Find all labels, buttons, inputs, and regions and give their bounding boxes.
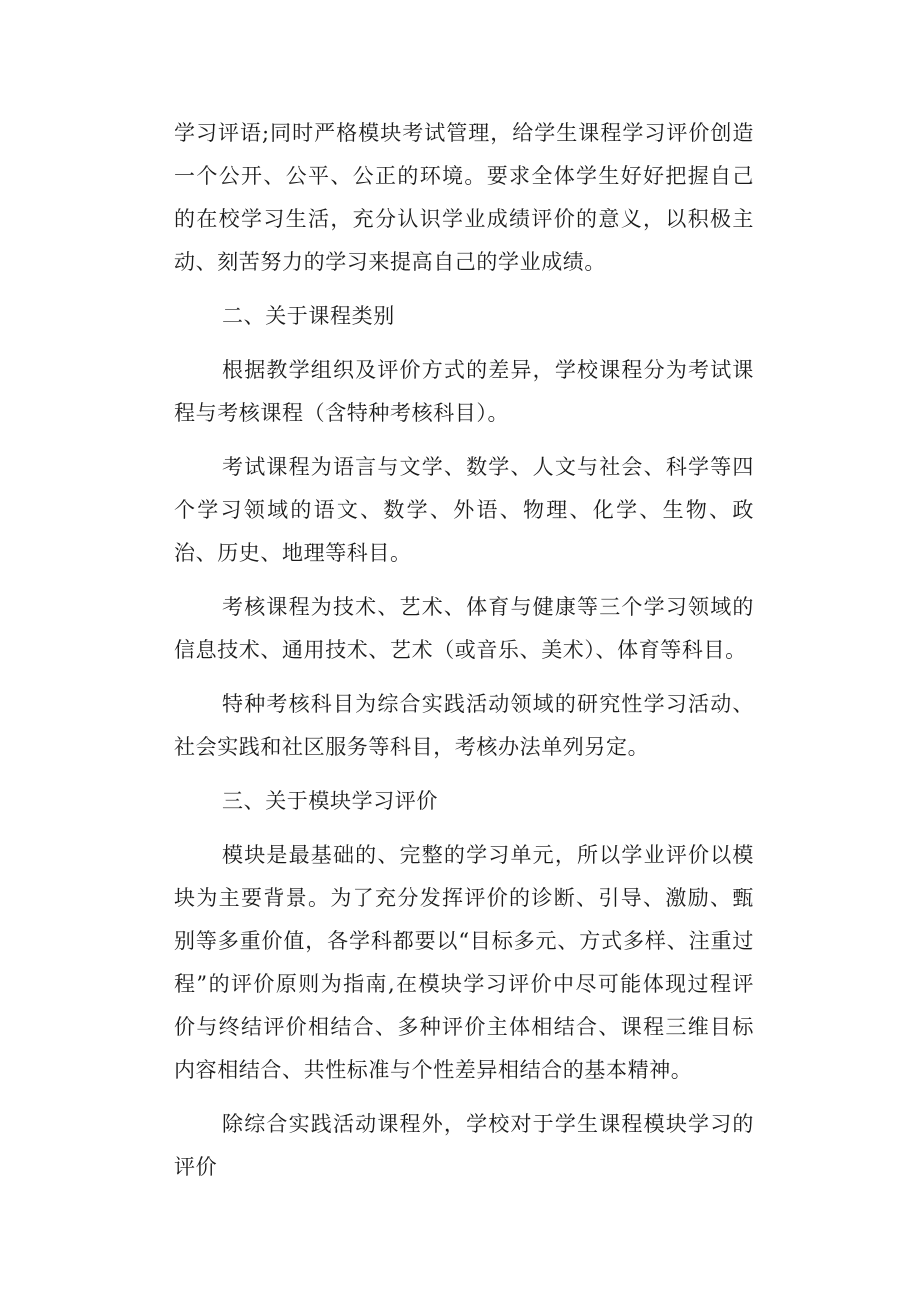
paragraph-assessment-courses: 考核课程为技术、艺术、体育与健康等三个学习领域的信息技术、通用技术、艺术（或音乐、美术）、体育等科目。 xyxy=(174,595,754,662)
paragraph-exam-courses: 考试课程为语言与文学、数学、人文与社会、科学等四个学习领域的语文、数学、外语、物理、化学、生物、政治、历史、地理等科目。 xyxy=(174,455,754,565)
paragraph-course-division: 根据教学组织及评价方式的差异，学校课程分为考试课程与考核课程（含特种考核科目）。 xyxy=(174,358,754,425)
paragraph-special-assessment: 特种考核科目为综合实践活动领域的研究性学习活动、社会实践和社区服务等科目，考核办法单列另定。 xyxy=(174,692,754,759)
section-heading-module-evaluation: 三、关于模块学习评价 xyxy=(222,789,438,813)
section-heading-course-categories: 二、关于课程类别 xyxy=(222,304,395,328)
paragraph-continuation: 学习评语;同时严格模块考试管理，给学生课程学习评价创造一个公开、公平、公正的环境。要求全体学生好好把握自己的在校学习生活，充分认识学业成绩评价的意义，以积极主动、刻苦努力的学习来提高自己的学业成绩。 xyxy=(174,121,754,274)
document-body xyxy=(174,112,754,1189)
paragraph-module-basis: 模块是最基础的、完整的学习单元，所以学业评价以模块为主要背景。为了充分发挥评价的诊断、引导、激励、甄别等多重价值，各学科都要以“目标多元、方式多样、注重过程”的评价原则为指南,在模块学习评价中尽可能体现过程评价与终结评价相结合、多种评价主体相结合、课程三维目标内容相结合、共性标准与个性差异相结合的基本精神。 xyxy=(174,843,754,1082)
paragraph-module-evaluation-start: 除综合实践活动课程外，学校对于学生课程模块学习的评价 xyxy=(174,1112,754,1179)
